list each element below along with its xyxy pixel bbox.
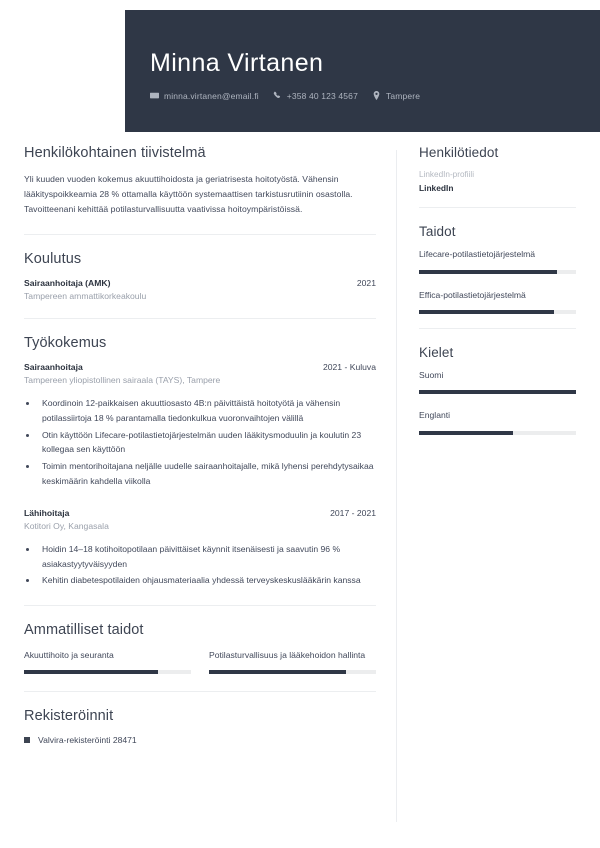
education-degree: Sairaanhoitaja (AMK) [24, 278, 111, 289]
experience-employer: Tampereen yliopistollinen sairaala (TAYS), Tampere [24, 375, 221, 386]
section-title-experience: Työkokemus [24, 335, 107, 352]
list-item: • Hoidin 14–18 kotihoitopotilaan päivittäiset käynnit itsenäisesti ja saavutin 96 % asiakastyytyväisyyden [38, 542, 376, 572]
skill-bar [419, 310, 576, 314]
divider [24, 691, 376, 692]
skill-bar-fill [419, 270, 557, 274]
divider [419, 207, 576, 208]
personal-info-value[interactable]: LinkedIn [419, 183, 454, 194]
section-title-personal-info: Henkilötiedot [419, 145, 499, 160]
experience-role: Lähihoitaja [24, 507, 70, 518]
language-item [419, 369, 576, 394]
contact-phone-text: +358 40 123 4567 [286, 90, 358, 101]
divider [24, 318, 376, 319]
left-column [24, 145, 376, 745]
skill-item [419, 248, 576, 273]
professional-skill-bar [24, 670, 191, 674]
experience-entry-head [24, 362, 376, 372]
experience-role: Sairaanhoitaja [24, 362, 83, 373]
section-skills [419, 224, 576, 314]
experience-date: 2017 - 2021 [330, 507, 376, 518]
language-item [419, 409, 576, 434]
language-bar [419, 431, 576, 435]
professional-skill-bar-fill [24, 670, 158, 674]
language-bar-fill [419, 390, 576, 394]
education-school: Tampereen ammattikorkeakoulu [24, 291, 147, 302]
envelope-icon [150, 91, 159, 100]
list-item: • Koordinoin 12-paikkaisen akuuttiosasto 4B:n päivittäistä hoitotyötä ja vähensin potilassiirtoja 18 % parantamalla tiedonkulkua vuoronvaihtojen välillä [38, 396, 376, 426]
contact-phone[interactable] [273, 91, 358, 101]
language-bar [419, 390, 576, 394]
registration-text: Valvira-rekisteröinti 28471 [38, 735, 137, 746]
section-personal-info [419, 145, 576, 193]
right-column [419, 145, 576, 435]
contact-row [150, 91, 600, 101]
list-item: • Kehitin diabetespotilaiden ohjausmateriaalia yhdessä terveyskeskuslääkärin kanssa [38, 573, 376, 588]
language-label: Englanti [419, 410, 451, 421]
professional-skill-bar-fill [209, 670, 346, 674]
divider [419, 328, 576, 329]
contact-email-text: minna.virtanen@email.fi [164, 90, 259, 101]
skill-item [419, 289, 576, 314]
professional-skills-grid [24, 649, 376, 674]
column-divider [396, 150, 397, 822]
language-bar-fill [419, 431, 513, 435]
professional-skill-bar [209, 670, 376, 674]
skill-bar [419, 270, 576, 274]
section-title-professional-skills: Ammatilliset taidot [24, 622, 144, 639]
experience-entry [24, 362, 376, 489]
experience-employer: Kotitori Oy, Kangasala [24, 520, 109, 531]
education-entry-head [24, 278, 376, 288]
skill-bar-fill [419, 310, 554, 314]
section-education [24, 251, 376, 301]
contact-location [372, 91, 420, 101]
experience-bullets [38, 396, 376, 489]
contact-email[interactable] [150, 91, 259, 101]
section-title-skills: Taidot [419, 224, 456, 240]
section-registrations [24, 708, 376, 745]
section-title-education: Koulutus [24, 251, 82, 268]
personal-info-item [419, 169, 576, 193]
experience-date: 2021 - Kuluva [322, 362, 376, 373]
section-title-summary: Henkilökohtainen tiivistelmä [24, 145, 206, 161]
divider [24, 605, 376, 606]
language-label: Suomi [419, 369, 444, 380]
skill-label: Effica-potilastietojärjestelmä [419, 289, 526, 300]
divider [24, 234, 376, 235]
professional-skill-item [24, 649, 191, 674]
education-entry [24, 278, 376, 301]
section-title-registrations: Rekisteröinnit [24, 708, 114, 725]
list-item: • Toimin mentorihoitajana neljälle uudelle sairaanhoitajalle, mikä lyhensi perehdytysaikaa keskimäärin kahdella viikolla [38, 459, 376, 489]
page-title: Minna Virtanen [150, 49, 324, 77]
skill-label: Lifecare-potilastietojärjestelmä [419, 249, 536, 260]
experience-entry-head [24, 508, 376, 518]
professional-skill-label: Potilasturvallisuus ja lääkehoidon hallinta [209, 650, 366, 661]
professional-skill-item [209, 649, 376, 674]
section-experience [24, 335, 376, 588]
phone-icon [273, 91, 282, 100]
education-date: 2021 [356, 278, 376, 289]
experience-bullets [38, 542, 376, 588]
registration-item [24, 735, 376, 745]
contact-location-text: Tampere [385, 90, 421, 101]
square-bullet-icon [24, 737, 30, 743]
location-pin-icon [372, 91, 381, 100]
section-languages [419, 345, 576, 435]
list-item: • Otin käyttöön Lifecare-potilastietojärjestelmän uuden lääkitysmoduulin ja koulutin 23 kollegaa sen käyttöön [38, 428, 376, 458]
resume-header [125, 10, 600, 132]
professional-skill-label: Akuuttihoito ja seuranta [24, 650, 114, 661]
section-professional-skills [24, 622, 376, 674]
experience-entry [24, 508, 376, 588]
summary-text: Yli kuuden vuoden kokemus akuuttihoidosta ja geriatrisesta hoitotyöstä. Vähensin lääkityspoikkeamia 28 % ottamalla käyttöön systemaattisen tarkistusrutiinin osastolla. Tavoitteenani kehittää potilasturvallisuutta vaativissa hoitoympäristöissä. [24, 174, 353, 215]
personal-info-label: LinkedIn-profiili [419, 170, 475, 179]
section-title-languages: Kielet [419, 344, 454, 360]
section-summary [24, 145, 376, 217]
